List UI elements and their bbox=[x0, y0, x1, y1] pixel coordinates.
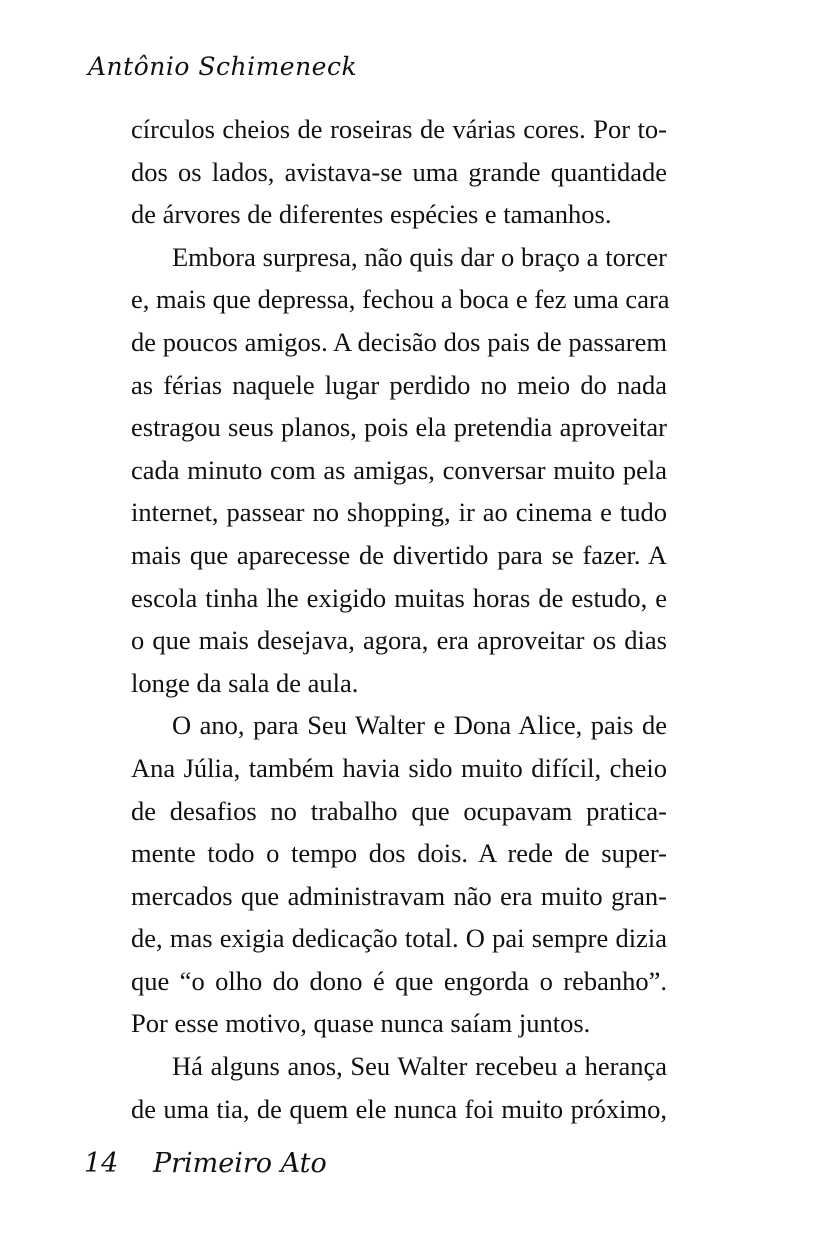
page-footer bbox=[84, 1148, 327, 1179]
page-number: 14 bbox=[84, 1148, 119, 1179]
text-line: escola tinha lhe exigido muitas horas de estudo, e bbox=[131, 582, 667, 613]
text-line: as férias naquele lugar perdido no meio do nada bbox=[131, 369, 667, 400]
text-line: de uma tia, de quem ele nunca foi muito próximo, bbox=[131, 1093, 667, 1124]
text-line: mais que aparecesse de divertido para se fazer. A bbox=[131, 539, 667, 570]
text-line: e, mais que depressa, fechou a boca e fez uma cara bbox=[131, 284, 670, 315]
text-line: de, mas exigia dedicação total. O pai sempre dizia bbox=[131, 923, 667, 954]
text-line: de poucos amigos. A decisão dos pais de passarem bbox=[131, 326, 667, 357]
text-line: o que mais desejava, agora, era aproveitar os dias bbox=[131, 625, 667, 656]
text-line: Há alguns anos, Seu Walter recebeu a herança bbox=[172, 1051, 667, 1082]
text-line: mercados que administravam não era muito gran- bbox=[131, 880, 667, 911]
text-line: que “o olho do dono é que engorda o rebanho”. bbox=[131, 965, 667, 996]
text-line: círculos cheios de roseiras de várias cores. Por to- bbox=[131, 114, 667, 144]
text-line: Por esse motivo, quase nunca saíam juntos. bbox=[131, 1008, 591, 1039]
section-title: Primeiro Ato bbox=[152, 1148, 327, 1179]
text-line: cada minuto com as amigas, conversar muito pela bbox=[131, 454, 667, 485]
text-line: longe da sala de aula. bbox=[131, 667, 359, 698]
text-line: dos os lados, avistava-se uma grande quantidade bbox=[131, 156, 667, 187]
text-line: internet, passear no shopping, ir ao cinema e tudo bbox=[131, 497, 667, 528]
text-line: Ana Júlia, também havia sido muito difícil, cheio bbox=[131, 752, 667, 783]
body-text bbox=[131, 108, 670, 1130]
text-line: Embora surpresa, não quis dar o braço a torcer bbox=[172, 241, 667, 272]
text-line: de desafios no trabalho que ocupavam pratica- bbox=[131, 795, 667, 826]
text-line: estragou seus planos, pois ela pretendia aproveitar bbox=[131, 412, 667, 443]
running-head-author: Antônio Schimeneck bbox=[88, 52, 358, 81]
text-line: mente todo o tempo dos dois. A rede de super- bbox=[131, 838, 667, 869]
text-line: de árvores de diferentes espécies e tamanhos. bbox=[131, 199, 612, 230]
text-line: O ano, para Seu Walter e Dona Alice, pais de bbox=[172, 710, 667, 741]
